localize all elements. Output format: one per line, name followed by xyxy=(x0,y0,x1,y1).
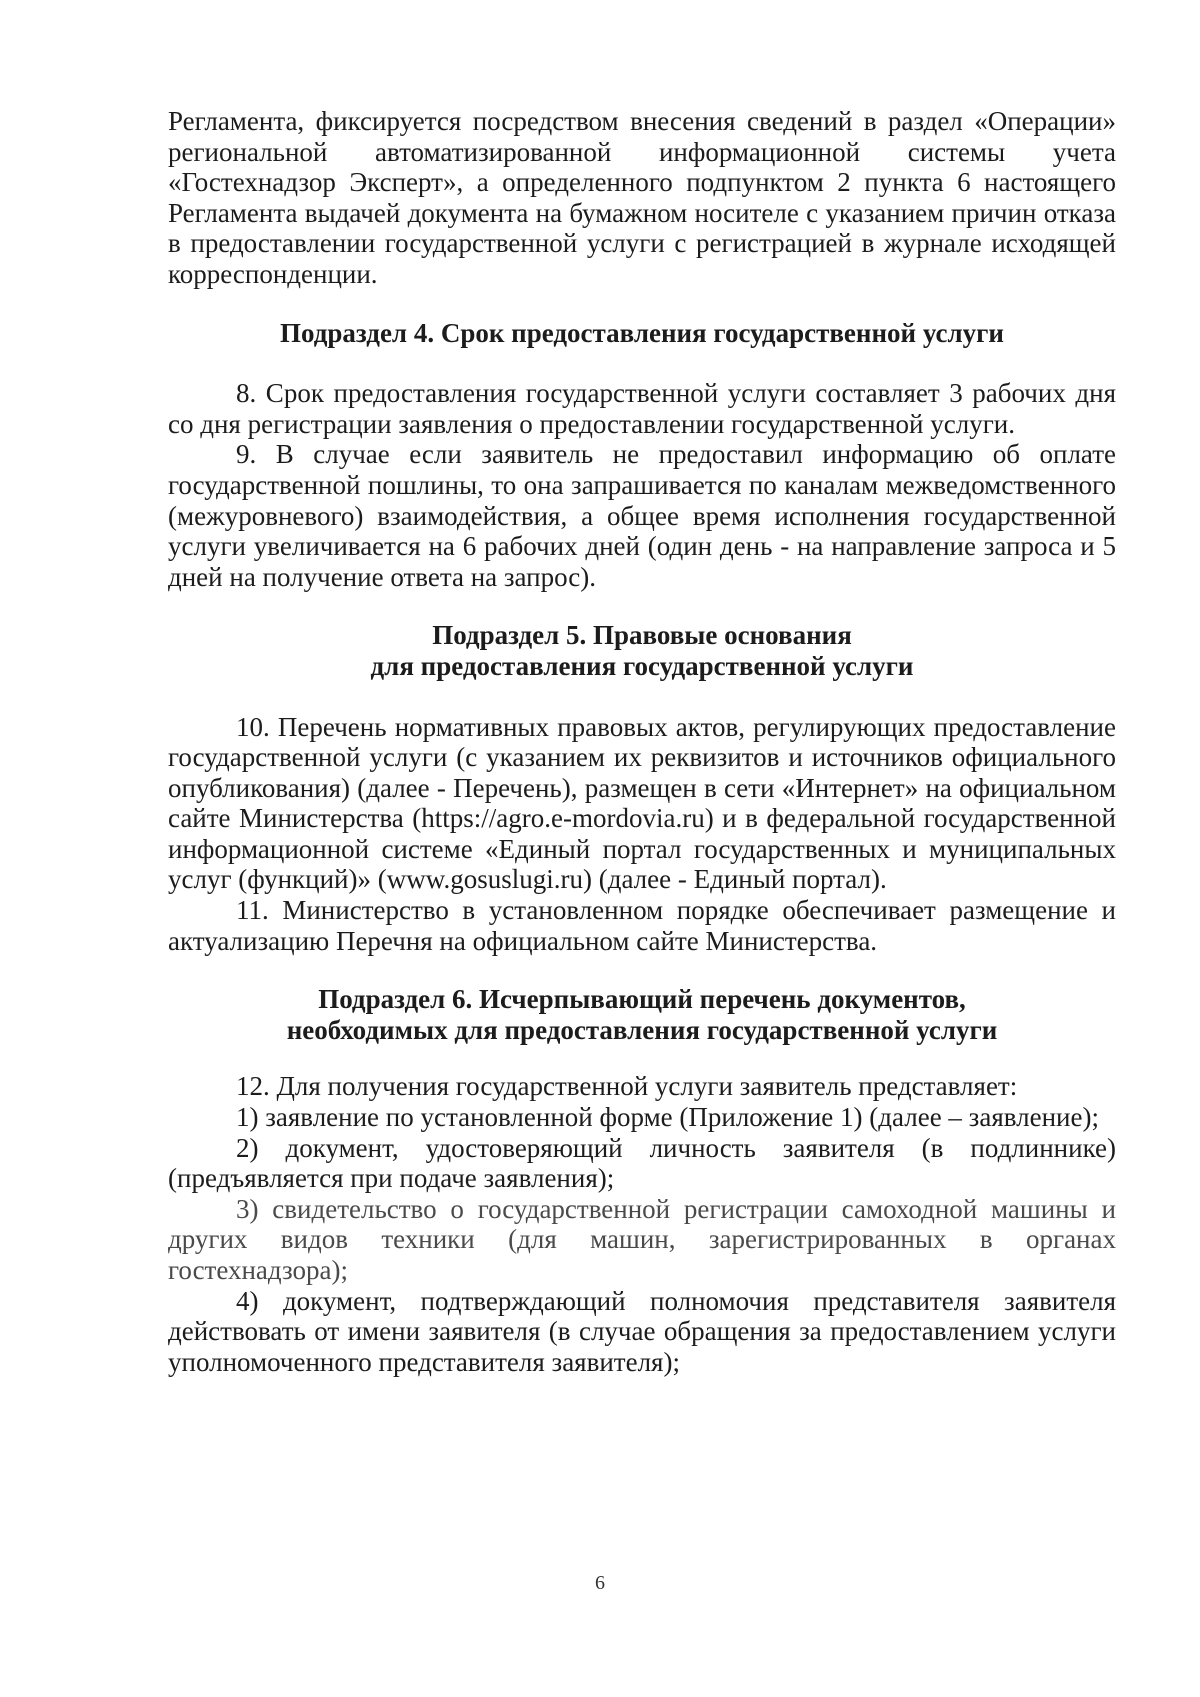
paragraph-8: 8. Срок предоставления государственной услуги составляет 3 рабочих дня со дня регистрации заявления о предоставлении государственной услуги. xyxy=(168,378,1116,439)
spacer xyxy=(168,682,1116,712)
list-item-4: 4) документ, подтверждающий полномочия представителя заявителя действовать от имени заявителя (в случае обращения за предоставлением услуги уполномоченного представителя заявителя); xyxy=(168,1285,1116,1377)
section-4-title: Подраздел 4. Срок предоставления государственной услуги xyxy=(280,317,1004,348)
paragraph-9: 9. В случае если заявитель не предоставил информацию об оплате государственной пошлины, то она запрашивается по каналам межведомственного (межуровневого) взаимодействия, а общее время исполнения государственной услуги увеличивается на 6 рабочих дней (один день - на направление запроса и 5 дней на получение ответа на запрос). xyxy=(168,439,1116,592)
section-5-title xyxy=(168,620,1116,681)
section-6-title-line1: Подраздел 6. Исчерпывающий перечень документов, xyxy=(318,984,966,1015)
spacer xyxy=(168,1045,1116,1071)
spacer xyxy=(168,290,1116,318)
paragraph-continuation: Регламента, фиксируется посредством внесения сведений в раздел «Операции» региональной автоматизированной информационной системы учета «Гостехнадзор Эксперт», а определенного подпунктом 2 пункта 6 настоящего Регламента выдачей документа на бумажном носителе с указанием причин отказа в предоставлении государственной услуги с регистрацией в журнале исходящей корреспонденции. xyxy=(168,106,1116,289)
spacer xyxy=(168,956,1116,984)
section-6-title xyxy=(168,984,1116,1045)
paragraph-10: 10. Перечень нормативных правовых актов, регулирующих предоставление государственной услуги (с указанием их реквизитов и источников официального опубликования) (далее - Перечень), размещен в сети «Интернет» на официальном сайте Министерства (https://agro.e-mordovia.ru) и в федеральной государственной информационной системе «Единый портал государственных и муниципальных услуг (функций)» (www.gosuslugi.ru) (далее - Единый портал). xyxy=(168,711,1116,895)
paragraph-11: 11. Министерство в установленном порядке обеспечивает размещение и актуализацию Перечня на официальном сайте Министерства. xyxy=(168,895,1116,956)
section-5-title-line2: для предоставления государственной услуги xyxy=(370,650,914,681)
section-5-title-line1: Подраздел 5. Правовые основания xyxy=(432,620,852,651)
section-6-title-line2: необходимых для предоставления государственной услуги xyxy=(286,1014,998,1045)
list-item-2: 2) документ, удостоверяющий личность заявителя (в подлиннике) (предъявляется при подаче заявления); xyxy=(168,1132,1116,1194)
spacer xyxy=(168,348,1116,378)
spacer xyxy=(168,592,1116,620)
document-body xyxy=(168,106,1116,1377)
list-item-1: 1) заявление по установленной форме (Приложение 1) (далее – заявление); xyxy=(236,1102,1099,1133)
paragraph-12: 12. Для получения государственной услуги заявитель представляет: xyxy=(236,1071,1018,1102)
list-item-3: 3) свидетельство о государственной регистрации самоходной машины и других видов техники (для машин, зарегистрированных в органах гостехнадзора); xyxy=(168,1193,1116,1285)
page-number: 6 xyxy=(595,1572,605,1594)
